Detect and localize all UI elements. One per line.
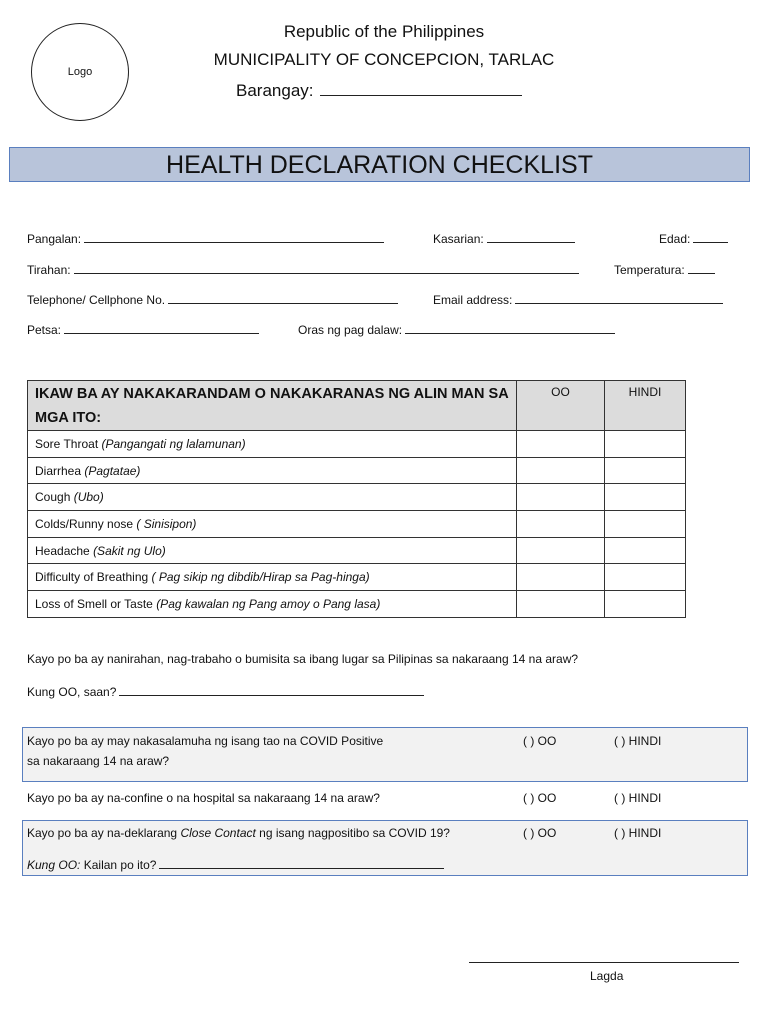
close-contact-pre: Kayo po ba ay na-deklarang (27, 826, 178, 840)
checkbox-yes[interactable] (517, 484, 605, 511)
symptom-en: Diarrhea (35, 463, 82, 478)
symptom-label (28, 484, 517, 511)
header-barangay (236, 79, 522, 101)
visit-time-field (298, 321, 615, 337)
symptom-en: Colds/Runny nose (35, 516, 134, 531)
symptom-tl: (Pagtatae) (84, 463, 141, 478)
phone-label: Telephone/ Cellphone No. (27, 293, 166, 307)
sex-label: Kasarian: (433, 232, 484, 246)
table-row (28, 484, 686, 511)
close-contact-em: Close Contact (180, 826, 256, 840)
checkbox-yes[interactable] (517, 537, 605, 564)
symptom-label (28, 537, 517, 564)
header-republic: Republic of the Philippines (283, 22, 485, 41)
email-blank[interactable] (515, 291, 723, 304)
travel-where-field (27, 683, 424, 699)
when-label: Kailan po ito? (83, 858, 157, 872)
date-blank[interactable] (64, 321, 259, 334)
checkbox-no[interactable] (605, 511, 686, 538)
hospital-question: Kayo po ba ay na-confine o na hospital sa nakaraang 14 na araw? (27, 791, 380, 805)
symptom-tl: ( Pag sikip ng dibdib/Hirap sa Pag-hinga) (151, 570, 370, 585)
symptom-en: Headache (35, 543, 90, 558)
visit-time-blank[interactable] (405, 321, 615, 334)
covid-contact-question-1: Kayo po ba ay may nakasalamuha ng isang tao na COVID Positive (27, 734, 384, 748)
table-row (28, 457, 686, 484)
date-field (27, 321, 259, 337)
address-field (27, 261, 579, 277)
email-label: Email address: (433, 293, 513, 307)
name-blank[interactable] (84, 230, 384, 243)
covid-contact-yes-option[interactable]: ( ) OO (523, 734, 557, 748)
checklist-question: IKAW BA AY NAKAKARANDAM O NAKAKARANAS NG ALIN MAN SA MGA ITO: (28, 381, 517, 431)
close-contact-yes-option[interactable]: ( ) OO (523, 826, 557, 840)
age-field (659, 230, 728, 246)
checkbox-yes[interactable] (517, 431, 605, 458)
close-contact-question (27, 826, 450, 840)
table-row (28, 537, 686, 564)
logo-label: Logo (67, 66, 93, 78)
checkbox-yes[interactable] (517, 511, 605, 538)
barangay-label: Barangay: (236, 81, 314, 100)
covid-contact-question-2: sa nakaraang 14 na araw? (27, 754, 170, 768)
symptom-tl: (Ubo) (73, 490, 104, 505)
date-label: Petsa: (27, 323, 62, 337)
symptom-tl: ( Sinisipon) (136, 516, 197, 531)
sex-blank[interactable] (487, 230, 575, 243)
when-blank[interactable] (159, 856, 444, 869)
close-contact-post: ng isang nagpositibo sa COVID 19? (259, 826, 450, 840)
table-row (28, 564, 686, 591)
checkbox-yes[interactable] (517, 591, 605, 618)
symptom-label (28, 431, 517, 458)
age-blank[interactable] (693, 230, 728, 243)
table-header-row (28, 381, 686, 431)
covid-contact-no-option[interactable]: ( ) HINDI (614, 734, 662, 748)
age-label: Edad: (659, 232, 691, 246)
when-em: Kung OO: (27, 858, 81, 872)
column-header-no: HINDI (605, 381, 686, 431)
barangay-blank[interactable] (320, 79, 522, 96)
checkbox-no[interactable] (605, 457, 686, 484)
name-label: Pangalan: (27, 232, 82, 246)
page-title: HEALTH DECLARATION CHECKLIST (9, 147, 750, 182)
symptom-tl: (Pag kawalan ng Pang amoy o Pang lasa) (156, 596, 381, 611)
header-municipality: MUNICIPALITY OF CONCEPCION, TARLAC (213, 50, 555, 69)
table-row (28, 591, 686, 618)
symptom-label (28, 457, 517, 484)
checkbox-no[interactable] (605, 431, 686, 458)
phone-field (27, 291, 398, 307)
travel-question: Kayo po ba ay nanirahan, nag-trabaho o bumisita sa ibang lugar sa Pilipinas sa nakaraang 14 na araw? (27, 652, 579, 666)
checkbox-yes[interactable] (517, 564, 605, 591)
hospital-yes-option[interactable]: ( ) OO (523, 791, 557, 805)
symptom-en: Loss of Smell or Taste (35, 596, 153, 611)
symptom-tl: (Sakit ng Ulo) (93, 543, 166, 558)
symptom-checklist-table (27, 380, 686, 618)
checkbox-no[interactable] (605, 591, 686, 618)
temperature-field (614, 261, 715, 277)
checkbox-no[interactable] (605, 564, 686, 591)
symptom-label (28, 591, 517, 618)
symptom-en: Difficulty of Breathing (35, 570, 149, 585)
temperature-label: Temperatura: (614, 263, 685, 277)
address-label: Tirahan: (27, 263, 71, 277)
column-header-yes: OO (517, 381, 605, 431)
name-field (27, 230, 384, 246)
travel-where-blank[interactable] (119, 683, 424, 696)
email-field (433, 291, 723, 307)
symptom-en: Cough (35, 490, 71, 505)
table-row (28, 511, 686, 538)
symptom-en: Sore Throat (35, 436, 99, 451)
signature-line[interactable] (469, 962, 739, 963)
checkbox-yes[interactable] (517, 457, 605, 484)
phone-blank[interactable] (168, 291, 398, 304)
address-blank[interactable] (74, 261, 579, 274)
when-field (27, 856, 444, 872)
sex-field (433, 230, 575, 246)
checkbox-no[interactable] (605, 484, 686, 511)
symptom-label (28, 564, 517, 591)
table-row (28, 431, 686, 458)
travel-where-label: Kung OO, saan? (27, 685, 117, 699)
checkbox-no[interactable] (605, 537, 686, 564)
symptom-tl: (Pangangati ng lalamunan) (101, 436, 246, 451)
signature-label: Lagda (590, 969, 624, 983)
visit-time-label: Oras ng pag dalaw: (298, 323, 403, 337)
hospital-no-option[interactable]: ( ) HINDI (614, 791, 662, 805)
symptom-label (28, 511, 517, 538)
temperature-blank[interactable] (688, 261, 715, 274)
close-contact-no-option[interactable]: ( ) HINDI (614, 826, 662, 840)
